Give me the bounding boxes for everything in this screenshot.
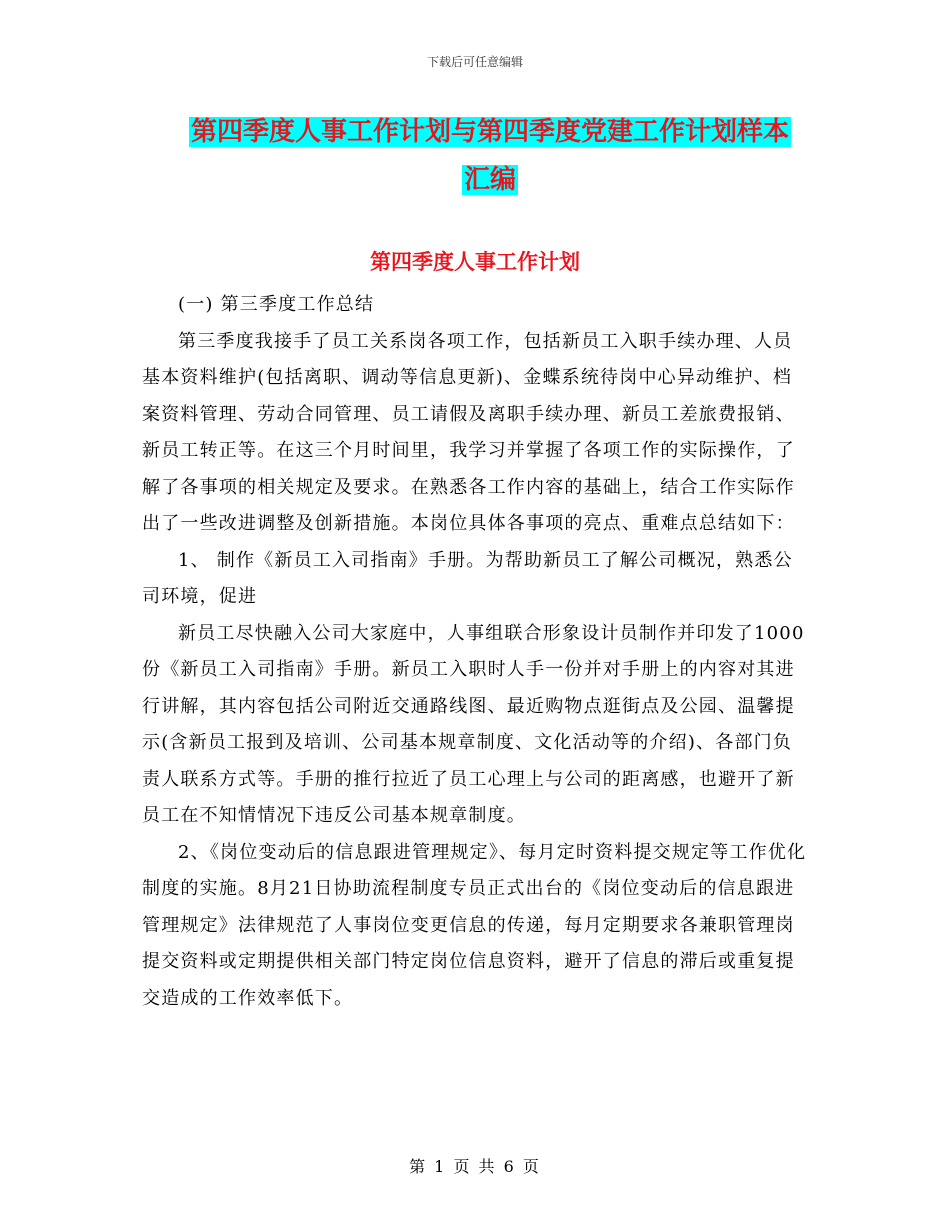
paragraph: 新员工尽快融入公司大家庭中，人事组联合形象设计员制作并印发了1000份《新员工入司指南》手册。新员工入职时人手一份并对手册上的内容对其进行讲解，其内容包括公司附近交通路线图、最近购物点逛街点及公园、温馨提示(含新员工报到及培训、公司基本规章制度、文化活动等的介绍)、各部门负责人联系方式等。手册的推行拉近了员工心理上与公司的距离感，也避开了新员工在不知情情况下违反公司基本规章制度。 [142,622,805,826]
section-title: 第四季度人事工作计划 [370,250,580,274]
page-footer: 第 1 页 共 6 页 [409,1157,541,1176]
header-note: 下载后可任意编辑 [426,55,523,69]
paragraph: 2、《岗位变动后的信息跟进管理规定》、每月定时资料提交规定等工作优化制度的实施。8月21日协助流程制度专员正式出台的《岗位变动后的信息跟进管理规定》法律规范了人事岗位变更信息的传递，每月定期要求各兼职管理岗提交资料或定期提供相关部门特定岗位信息资料，避开了信息的滞后或重复提交造成的工作效率低下。 [142,841,807,1009]
document-body [142,287,810,1017]
document-title [140,108,840,204]
paragraph-heading: (一) 第三季度工作总结 [178,294,375,315]
paragraph: 1、 制作《新员工入司指南》手册。为帮助新员工了解公司概况，熟悉公司环境，促进 [142,549,793,607]
document-title-line1: 第四季度人事工作计划与第四季度党建工作计划样本 [190,117,789,147]
document-title-line2: 汇编 [463,165,516,195]
paragraph: 第三季度我接手了员工关系岗各项工作，包括新员工入职手续办理、人员基本资料维护(包括离职、调动等信息更新)、金蝶系统待岗中心异动维护、档案资料管理、劳动合同管理、员工请假及离职手续办理、新员工差旅费报销、新员工转正等。在这三个月时间里，我学习并掌握了各项工作的实际操作，了解了各事项的相关规定及要求。在熟悉各工作内容的基础上，结合工作实际作出了一些改进调整及创新措施。本岗位具体各事项的亮点、重难点总结如下： [142,330,795,534]
